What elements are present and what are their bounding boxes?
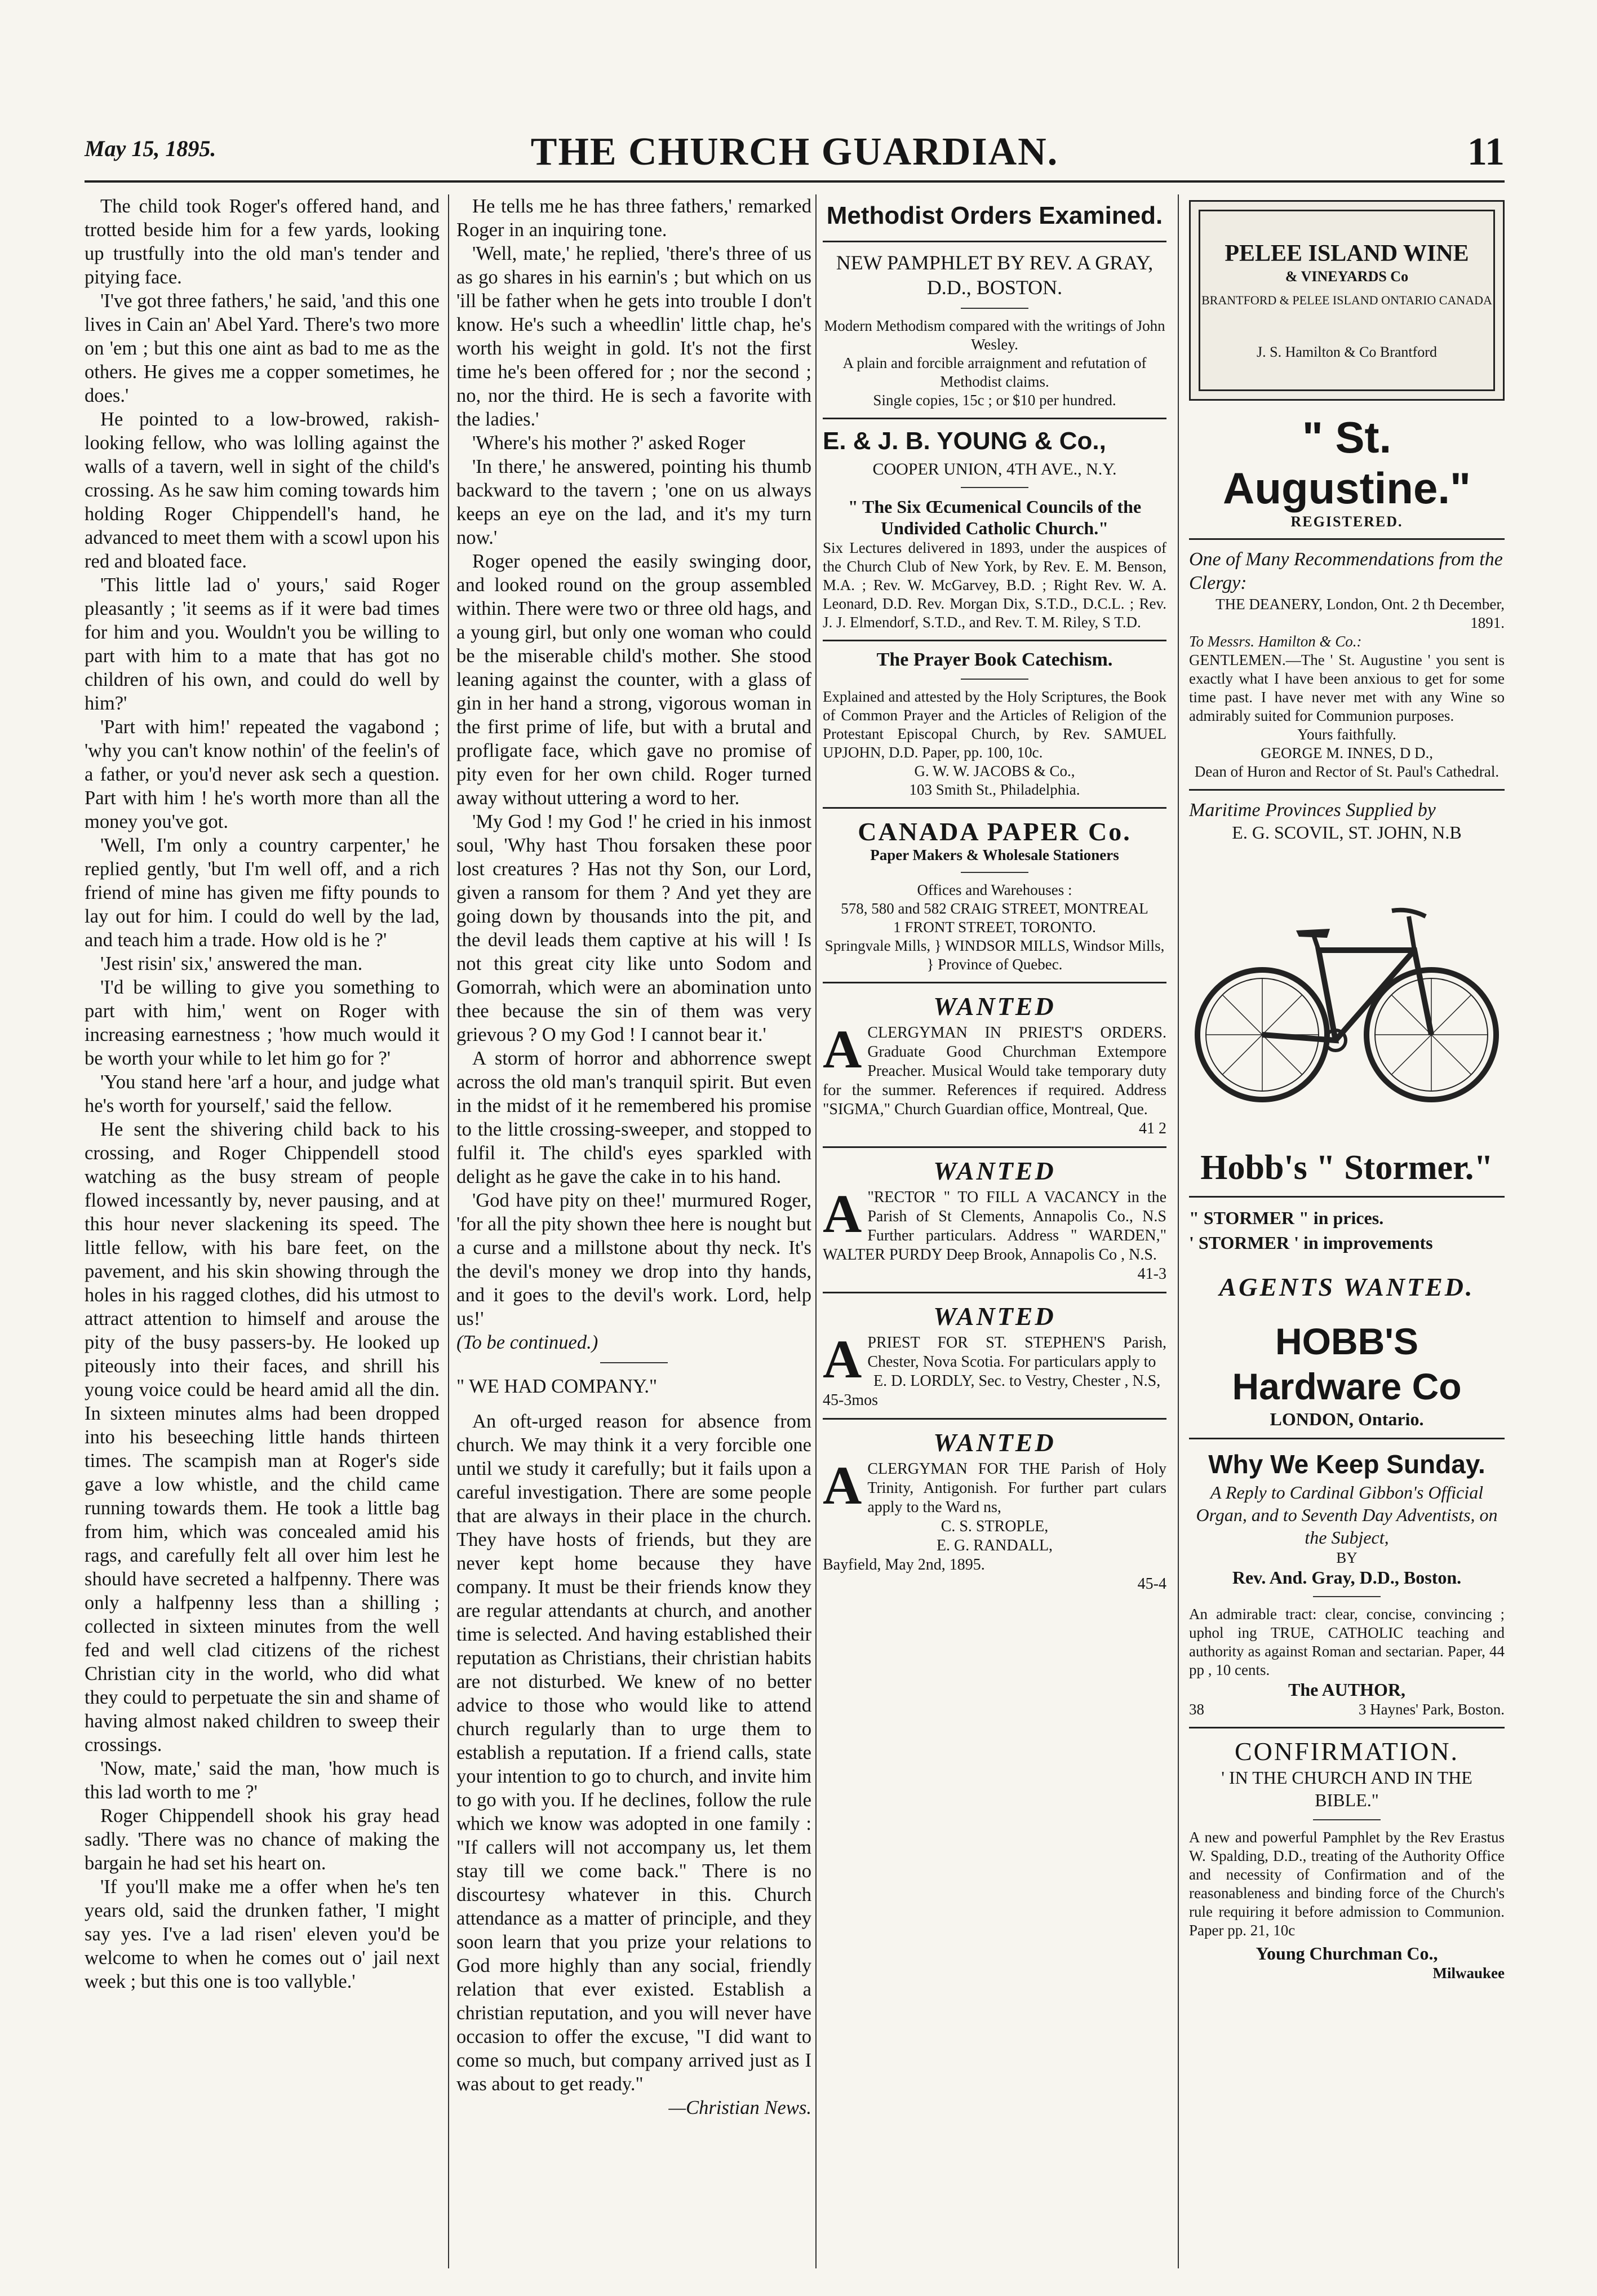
story-paragraph: 'My God ! my God !' he cried in his inmost soul, 'Why hast Thou forsaken these poor lost creatures ? Has not thy Son, our Lord, given a ransom for them ? And yet they are going down by thousands into the pit, and the devil leads them captive at his will ! Is not this great city like unto Sodom and Gomorrah, which were an abomination unto thee because the sin of them was very grievous ? O my God ! I cannot bear it.' xyxy=(456,811,811,1045)
paper-co-title: CANADA PAPER Co. xyxy=(858,817,1132,846)
story-paragraph: A storm of horror and abhorrence swept across the old man's tranquil spirit. But even in the midst of it he remembered his promise to the little crossing-sweeper, and stopped to fulfil it. The child's eyes sparkled with delight as he gave the cake in to his hand. xyxy=(456,1048,811,1187)
wanted-ad xyxy=(823,1156,1166,1284)
story-paragraph: Roger Chippendell shook his gray head sadly. 'There was no chance of making the bargain he had set his heart on. xyxy=(85,1805,440,1874)
augustine-signature: GEORGE M. INNES, D D., xyxy=(1261,744,1433,761)
story-paragraph: 'Jest risin' six,' answered the man. xyxy=(100,953,363,974)
councils-text: Six Lectures delivered in 1893, under the auspices of the Church Club of New York, by Rev. E. M. Benson, M.A. ; Rev. W. McGarvey, B.D. ; Right Rev. W. A. Leonard, D.D. Rev. Morgan Dix, S.T.D., D.C.L. ; Rev. J. J. Elmendorf, S.T.D., and Rev. T. M. Riley, S T.D. xyxy=(823,539,1166,631)
wanted-ref: 45-3mos xyxy=(823,1391,878,1409)
wanted-ad xyxy=(823,991,1166,1138)
methodist-subtitle: NEW PAMPHLET BY REV. A GRAY, D.D., BOSTON. xyxy=(836,251,1154,299)
councils-title: " The Six Œcumenical Councils of the Undivided Catholic Church." xyxy=(848,497,1142,538)
confirmation-title: CONFIRMATION. xyxy=(1234,1737,1460,1766)
divider xyxy=(1189,1438,1505,1439)
divider xyxy=(1313,1819,1381,1820)
wanted-ref: 41 2 xyxy=(1139,1120,1166,1137)
story-paragraph: 'I'd be willing to give you something to part with him,' went on Roger with increasing earnestness ; 'how much would it be worth your while to let him go for ?' xyxy=(85,977,440,1069)
story-paragraph: 'You stand here 'arf a hour, and judge what he's worth for yourself,' said the fellow. xyxy=(85,1071,440,1116)
wanted-ad xyxy=(823,1301,1166,1410)
divider xyxy=(823,1418,1166,1420)
sunday-address-row xyxy=(1189,1700,1505,1719)
wine-label-title: PELEE ISLAND WINE xyxy=(1225,241,1469,267)
page-number: 11 xyxy=(1467,130,1505,174)
divider xyxy=(823,640,1166,641)
hobb-line: ' STORMER ' in improvements xyxy=(1189,1233,1433,1253)
column-2 xyxy=(456,194,811,2280)
hobb-hardware: HOBB'S Hardware Co xyxy=(1232,1320,1462,1407)
augustine-recommendation: One of Many Recommendations from the Clergy: xyxy=(1189,549,1503,593)
wanted-ad xyxy=(823,1428,1166,1594)
wanted-title: WANTED xyxy=(933,1156,1056,1185)
drop-cap: A xyxy=(823,1329,862,1389)
story-paragraph: He pointed to a low-browed, rakish-looking fellow, who was lolling against the walls of a tavern, well in sight of the child's crossing. As he saw him coming towards him holding Roger Chippendell's hand, he advanced to meet them with a scowl upon his red and bloated face. xyxy=(85,409,440,572)
wanted-sign: C. S. STROPLE, xyxy=(941,1518,1049,1535)
catechism-publisher: G. W. W. JACOBS & Co., xyxy=(914,763,1075,779)
divider xyxy=(961,308,1028,309)
drop-cap: A xyxy=(823,1019,862,1079)
wine-label-illustration xyxy=(1189,200,1505,401)
confirmation-text: A new and powerful Pamphlet by the Rev Erastus W. Spalding, D.D., treating of the Authority Office and necessity of Confirmation and of the reasonableness and binding force of the Church's rule requiring it before admission to Communion. Paper pp. 21, 10c xyxy=(1189,1829,1505,1939)
maritime-supplied: Maritime Provinces Supplied by xyxy=(1189,800,1436,821)
wanted-sign: E. G. RANDALL, xyxy=(936,1537,1053,1554)
divider xyxy=(961,679,1028,680)
maritime-scovil: E. G. SCOVIL, ST. JOHN, N.B xyxy=(1232,822,1462,843)
hobb-agents: AGENTS WANTED. xyxy=(1219,1273,1475,1301)
drop-cap: A xyxy=(823,1455,862,1515)
story-paragraph: 'In there,' he answered, pointing his thumb backward to the tavern ; 'one on us always keeps an eye on the lad, and it's my turn now.' xyxy=(456,456,811,548)
hobb-title: Hobb's " Stormer." xyxy=(1200,1149,1493,1187)
augustine-to: To Messrs. Hamilton & Co.: xyxy=(1189,633,1362,650)
young-title: E. & J. B. YOUNG & Co., xyxy=(823,427,1106,455)
column-3 xyxy=(823,194,1166,2280)
story-paragraph: 'If you'll make me a offer when he's ten years old, said the drunken father, 'I might say yes. I've a lad risen' eleven you'd be welcome to when he comes out o' jail next week ; but this one is too vallyble.' xyxy=(85,1876,440,1992)
wine-label-subtitle: & VINEYARDS Co xyxy=(1285,268,1409,285)
sunday-the-author: The AUTHOR, xyxy=(1288,1679,1406,1700)
divider xyxy=(823,418,1166,419)
column-rule xyxy=(815,194,817,2268)
wanted-text: CLERGYMAN FOR THE Parish of Holy Trinity, Antigonish. For further part culars apply to the Ward ns, xyxy=(867,1460,1166,1516)
bicycle-illustration xyxy=(1189,854,1505,1136)
story-paragraph: 'Now, mate,' said the man, 'how much is this lad worth to me ?' xyxy=(85,1758,440,1803)
sunday-by: BY xyxy=(1336,1549,1358,1566)
paper-co-address: 1 FRONT STREET, TORONTO. xyxy=(893,919,1096,936)
divider xyxy=(823,807,1166,809)
hobb-location: LONDON, Ontario. xyxy=(1270,1409,1424,1429)
story-paragraph: He tells me he has three fathers,' remarked Roger in an inquiring tone. xyxy=(456,196,811,241)
augustine-title: " St. Augustine." xyxy=(1223,413,1471,513)
paper-co-offices: Offices and Warehouses : xyxy=(917,881,1072,898)
bicycle-icon xyxy=(1189,854,1505,1136)
divider xyxy=(961,872,1028,873)
divider xyxy=(823,1292,1166,1293)
paper-co-mills: Springvale Mills, } WINDSOR MILLS, Windsor Mills, } Province of Quebec. xyxy=(824,937,1165,973)
wine-label-maker: J. S. Hamilton & Co Brantford xyxy=(1257,344,1437,360)
confirmation-subtitle: ' IN THE CHURCH AND IN THE BIBLE." xyxy=(1221,1767,1472,1810)
sunday-author: Rev. And. Gray, D.D., Boston. xyxy=(1232,1567,1462,1588)
story-paragraph: 'Where's his mother ?' asked Roger xyxy=(472,432,746,454)
divider xyxy=(823,241,1166,242)
story-paragraph: 'This little lad o' yours,' said Roger pleasantly ; 'it seems as if it were bad times for him and you. Wouldn't you be willing to part with him to a mate that has got no children of his own, and could do well by him?' xyxy=(85,574,440,714)
wine-label-location: BRANTFORD & PELEE ISLAND ONTARIO CANADA xyxy=(1201,293,1492,307)
company-source: —Christian News. xyxy=(668,2097,811,2118)
to-be-continued: (To be continued.) xyxy=(456,1332,598,1353)
divider xyxy=(1189,1727,1505,1728)
divider xyxy=(823,982,1166,983)
methodist-line: Single copies, 15c ; or $10 per hundred. xyxy=(873,392,1116,409)
column-rule xyxy=(1178,194,1179,2268)
sunday-subtitle: A Reply to Cardinal Gibbon's Official Organ, and to Seventh Day Adventists, on the Subject, xyxy=(1196,1482,1498,1548)
young-address: COOPER UNION, 4TH AVE., N.Y. xyxy=(872,460,1117,478)
column-1 xyxy=(85,194,440,2280)
confirmation-publisher: Young Churchman Co., xyxy=(1256,1943,1438,1963)
sunday-ref: 38 xyxy=(1189,1701,1204,1718)
augustine-letter: GENTLEMEN.—The ' St. Augustine ' you sent is exactly what I have been anxious to get for some time past. I have never met with any Wine so admirably suited for Communion purposes. xyxy=(1189,651,1505,724)
story-paragraph: Roger opened the easily swinging door, and looked round on the group assembled within. There were two or three old hags, and a young girl, but only one woman who could be the miserable child's mother. She stood leaning against the counter, with a glass of gin in her hand a strong, vigorous woman in the first prime of life, but with a brutal and profligate face, which gave no promise of pity even for her own child. Roger turned away without uttering a word to her. xyxy=(456,551,811,809)
catechism-address: 103 Smith St., Philadelphia. xyxy=(909,781,1080,798)
wanted-text: CLERGYMAN IN PRIEST'S ORDERS. Graduate Good Churchman Extempore Preacher. Musical Would take temporary duty for the summer. References if required. Address "SIGMA," Church Guardian office, Montreal, Que. xyxy=(823,1024,1166,1118)
company-paragraph: An oft-urged reason for absence from church. We may think it a very forcible one until we study it carefully; but it fails upon a careful investigation. There are some people that are always in their place in the church. They have hosts of friends, but they are never kept home because they have company. It must be their friends know they are regular attendants at church, and another time is selected. And having established their reputation as Christians, their christian habits are not disturbed. We knew of no better advice to those who would like to attend church regularly than to urge them to establish a reputation. If a friend calls, state your intention to go to church, and invite him to go with you. If he declines, follow the rule which we know was adopted in one family : "If callers will not accompany us, let them stay till we come back." There is no discourtesy whatever in this. Church attendance as a matter of principle, and they soon learn that you prize your relations to God more highly than any social, friendly relation that ever existed. Establish a christian reputation, and you will never have occasion to offer the excuse, "I did want to come so much, but company arrived just as I was about to get ready." xyxy=(456,1411,811,2095)
wanted-ref: 41-3 xyxy=(1137,1265,1166,1283)
methodist-title: Methodist Orders Examined. xyxy=(826,202,1163,229)
methodist-line: Modern Methodism compared with the writings of John Wesley. xyxy=(824,317,1165,353)
divider xyxy=(961,487,1028,488)
sunday-title: Why We Keep Sunday. xyxy=(1208,1450,1485,1479)
wanted-ref: 45-4 xyxy=(1137,1575,1166,1593)
wanted-sign: E. D. LORDLY, Sec. to Vestry, Chester , N.S, xyxy=(873,1372,1161,1390)
augustine-deanery: THE DEANERY, London, Ont. 2 th December, 1891. xyxy=(1216,596,1505,631)
methodist-line: A plain and forcible arraignment and refutation of Methodist claims. xyxy=(842,354,1147,390)
wanted-date: Bayfield, May 2nd, 1895. xyxy=(823,1556,985,1573)
story-paragraph: 'Well, I'm only a country carpenter,' he replied gently, 'but I'm well off, and a rich friend of mine has given me fifty pounds to lay out for him. I could do well by the lad, and teach him a trade. How old is he ?' xyxy=(85,835,440,951)
paper-co-address: 578, 580 and 582 CRAIG STREET, MONTREAL xyxy=(841,900,1148,917)
newspaper-page xyxy=(85,0,1505,2296)
paper-co-subtitle: Paper Makers & Wholesale Stationers xyxy=(870,846,1119,863)
wanted-text: "RECTOR " TO FILL A VACANCY in the Parish of St Clements, Annapolis Co., N.S Further particulars. Address " WARDEN," WALTER PURDY Deep Brook, Annapolis Co , N.S. xyxy=(823,1189,1166,1264)
divider xyxy=(1189,1196,1505,1198)
hobb-line: " STORMER " in prices. xyxy=(1189,1208,1384,1228)
story-paragraph: He sent the shivering child back to his crossing, and Roger Chippendell stood watching as the busy stream of people flowed incessantly by, never pausing, and at this hour never slackening its speed. The little fellow, with his bare feet, on the pavement, and his skin showing through the holes in his ragged clothes, did his utmost to attract attention to himself and arouse the pity of the busy passers-by. He looked up piteously into their faces, and shrill his young voice could be heard amid all the din. In sixteen minutes alms had been dropped into his beseeching little hands thirteen times. The scampish man at Roger's side gave a low whistle, and the child came running towards them. He took a little bag from him, which was concealed amid his rags, and carefully felt all over him lest he should have secreted a halfpenny. There was only a halfpenny less than a shilling ; collected in sixteen minutes from the well fed and well clad citizens of the richest Christian city in the world, who did what they could to perpetuate the sin and shame of having almost naked children to sweep their crossings. xyxy=(85,1119,440,1756)
story-paragraph: 'God have pity on thee!' murmured Roger, 'for all the pity shown thee here is nought but a curse and a millstone about thy neck. It's the devil's money we drop into thy hands, and it goes to the devil's work. Lord, help us!' xyxy=(456,1190,811,1329)
story-paragraph: 'Well, mate,' he replied, 'there's three of us as go shares in his earnin's ; but which on us 'ill be father when he gets into trouble I don't know. He's such a wheedlin' little chap, he's worth his weight in gold. It's not the first time he's been offered for ; nor the second ; no, nor the third. He is sech a favorite with the ladies.' xyxy=(456,243,811,430)
company-title: " WE HAD COMPANY." xyxy=(456,1376,658,1397)
story-paragraph: 'I've got three fathers,' he said, 'and this one lives in Cain an' Abel Yard. There's two more on 'em ; but this one aint as bad to me as the others. He gives me a copper sometimes, he does.' xyxy=(85,290,440,406)
augustine-yours: Yours faithfully. xyxy=(1297,726,1396,743)
catechism-title: The Prayer Book Catechism. xyxy=(876,649,1113,670)
wanted-title: WANTED xyxy=(933,992,1056,1021)
divider xyxy=(1313,1596,1381,1597)
story-paragraph: The child took Roger's offered hand, and trotted beside him for a few yards, looking up trustfully into the old man's tender and pitying face. xyxy=(85,196,440,288)
augustine-dean-title: Dean of Huron and Rector of St. Paul's Cathedral. xyxy=(1194,763,1500,780)
divider xyxy=(823,1146,1166,1148)
sunday-address: 3 Haynes' Park, Boston. xyxy=(1358,1701,1505,1718)
column-rule xyxy=(448,194,449,2268)
divider xyxy=(1189,538,1505,540)
issue-date: May 15, 1895. xyxy=(85,136,216,161)
divider xyxy=(600,1362,668,1363)
column-4 xyxy=(1189,194,1505,2280)
divider xyxy=(1189,789,1505,791)
wanted-title: WANTED xyxy=(933,1428,1056,1457)
confirmation-city: Milwaukee xyxy=(1432,1965,1505,1982)
wanted-text: PRIEST FOR ST. STEPHEN'S Parish, Chester, Nova Scotia. For particulars apply to xyxy=(867,1334,1166,1371)
drop-cap: A xyxy=(823,1184,862,1244)
sunday-text: An admirable tract: clear, concise, convincing ; uphol ing TRUE, CATHOLIC teaching and authority as against Roman and sectarian. Paper, 44 pp , 10 cents. xyxy=(1189,1606,1505,1678)
augustine-registered: REGISTERED. xyxy=(1290,513,1403,530)
story-paragraph: 'Part with him!' repeated the vagabond ; 'why you can't know nothin' of the feelin's of a father, or you'd never ask sech a question. Part with him ! he's worth more than all the money you've got. xyxy=(85,716,440,832)
catechism-text: Explained and attested by the Holy Scriptures, the Book of Common Prayer and the Articles of Religion of the Protestant Episcopal Church, by Rev. SAMUEL UPJOHN, D.D. Paper, pp. 100, 10c. xyxy=(823,688,1166,761)
masthead-title: THE CHURCH GUARDIAN. xyxy=(530,130,1059,174)
wanted-title: WANTED xyxy=(933,1302,1056,1331)
page-header xyxy=(85,130,1505,183)
